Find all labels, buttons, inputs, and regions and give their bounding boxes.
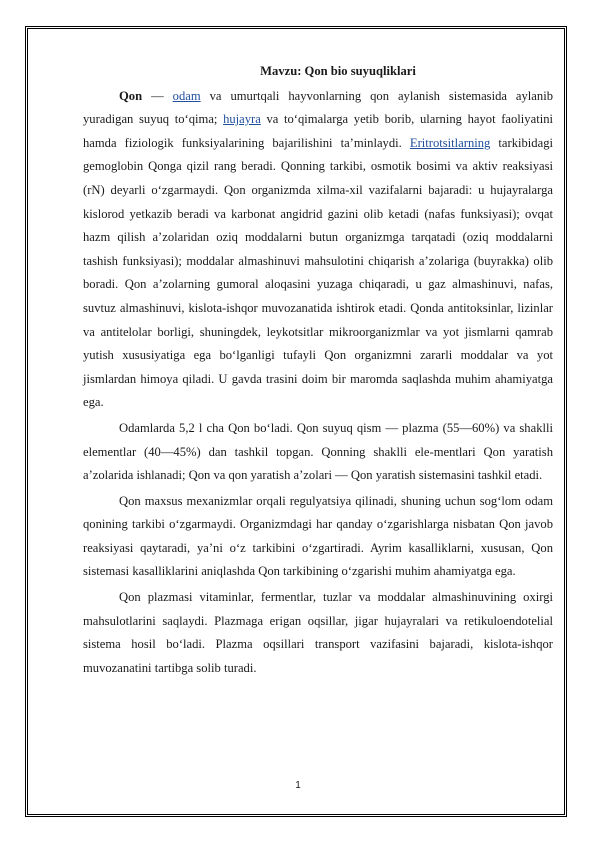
paragraph-1-text-b: va to‘qimalarga yetib borib, ularning hayot faoliyatini hamda fiziologik funksiyalarining bajarilishini ta’minlaydi. xyxy=(83,112,553,150)
document-title: Mavzu: Qon bio suyuqliklari xyxy=(260,64,416,78)
link-hujayra[interactable]: hujayra xyxy=(223,112,261,127)
dash: — xyxy=(142,88,173,103)
paragraph-1-text-a: va umurtqali hayvonlarning qon aylanish sistemasida aylanib yuradigan suyuq to‘qima; xyxy=(83,88,553,127)
link-eritrotsitlar[interactable]: Eritrotsitlarning xyxy=(409,135,491,150)
paragraph-1-text-c: tarkibidagi gemoglobin Qonga qizil rang beradi. Qonning tarkibi, osmotik bosimi va aktiv reaksiyasi (rN) deyarli o‘zgarmaydi. Qon organizmda xilma-xil vazifalarni bajaradi: u hujayralarga kislorod yetkazib beradi va karbonat angidrid gazini olib ketadi (nafas funksiyasi); ovqat hazm qilish a’zolaridan oziq moddalarni butun organizmga tarqatadi (oziq moddalarni tashish funksiyasi); moddalar almashinuvi mahsulotini chiqarish a’zolariga (buyrakka) olib boradi. Qon a’zolarning gumoral aloqasini yuzaga chiqaradi, u gaz almashinuvi, nafas, suvtuz almashinuvi, kislota-ishqor muvozanatida ishtirok etadi. Qonda antitoksinlar, lizinlar va antitelolar borligi, shuningdek, leykotsitlar mikroorganizmlar va yot jismlarni qamrab yutish xususiyatiga ega bo‘lganligi tufayli Qon organizmni zararli moddalar va yot jismlardan himoya qiladi. U gavda trasini doim bir maromda saqlashda muhim ahamiyatga ega. xyxy=(83,135,553,410)
paragraph-4: Qon plazmasi vitaminlar, fermentlar, tuzlar va moddalar almashinuvining oxirgi mahsulotlarini saqlaydi. Plazmaga erigan oqsillar, jigar hujayralari va retikuloendotelial sistema hosil bo‘ladi. Plazma oqsillari transport vazifasini bajaradi, kislota-ishqor muvozanatini tartibga solib turadi. xyxy=(83,590,553,675)
paragraph-3: Qon maxsus mexanizmlar orqali regulyatsiya qilinadi, shuning uchun sog‘lom odam qonining tarkibi o‘zgarmaydi. Organizmdagi har qanday o‘zgarishlarga nisbatan Qon javob reaksiyasi qaytaradi, ya’ni o‘z tarkibini o‘zgartiradi. Ayrim kasalliklarni, xususan, Qon sistemasi kasalliklarini aniqlashda Qon tarkibining o‘zgarishi muhim ahamiyatga ega. xyxy=(83,493,553,579)
paragraph-1 xyxy=(83,85,553,415)
paragraph-2: Odamlarda 5,2 l cha Qon bo‘ladi. Qon suyuq qism — plazma (55—60%) va shaklli elementlar (40—45%) dan tashkil topgan. Qonning shaklli ele-mentlari Qon yaratish a’zolarida ishlanadi; Qon va qon yaratish a’zolari — Qon yaratish sistemasini tashkil etadi. xyxy=(83,420,553,483)
term-qon: Qon xyxy=(119,88,143,103)
document-body xyxy=(83,60,553,682)
link-odam[interactable]: odam xyxy=(172,88,201,103)
page-number: 1 xyxy=(295,780,301,791)
